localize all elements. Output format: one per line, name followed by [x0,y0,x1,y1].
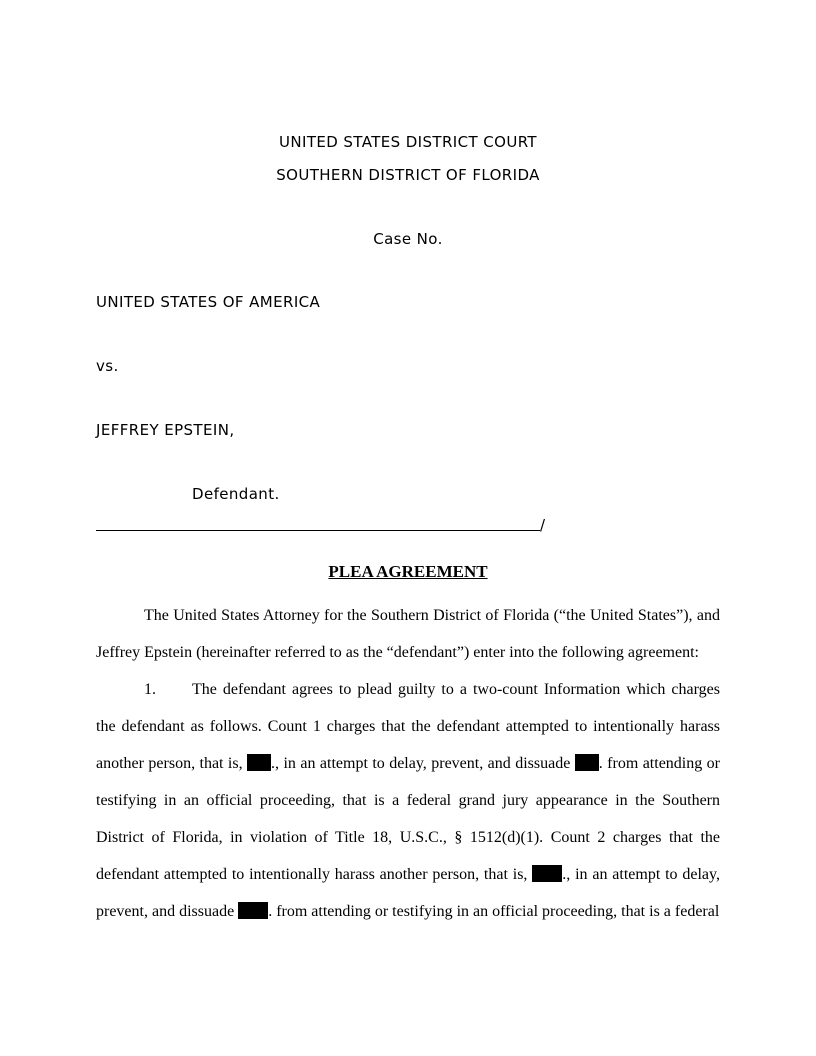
paragraph-text-4: ., in an attempt to delay, prevent, and dissuade [96,866,720,920]
paragraph-1 [96,671,720,930]
defendant-label: Defendant. [192,485,280,503]
document-title: PLEA AGREEMENT [328,562,488,581]
redaction-box [575,754,599,771]
redaction-box [238,902,268,919]
paragraph-text-1: The defendant agrees to plead guilty to a two-count Information which charges the defendant as follows. Count 1 charges that the defendant attempted to intentionally harass another person, that is, [96,681,720,772]
plaintiff-name: UNITED STATES OF AMERICA [96,293,321,311]
paragraph-text-5: . from attending or testifying in an official proceeding, that is a federal [268,903,720,920]
court-name-line1: UNITED STATES DISTRICT COURT [279,133,537,151]
court-name-line2: SOUTHERN DISTRICT OF FLORIDA [276,166,540,184]
caption-divider [96,530,540,531]
caption-slash: / [540,516,546,534]
redaction-box [532,865,562,882]
paragraph-number: 1. [144,681,156,698]
document-body [96,597,720,930]
defendant-name: JEFFREY EPSTEIN, [96,421,235,439]
paragraph-text-2: ., in an attempt to delay, prevent, and dissuade [271,755,575,772]
paragraph-text-3: . from attending or testifying in an official proceeding, that is a federal grand jury appearance in the Southern District of Florida, in violation of Title 18, U.S.C., § 1512(d)(1). Count 2 charges that the defendant attempted to intentionally harass another person, that is, [96,755,721,883]
versus-label: vs. [96,357,119,375]
intro-paragraph: The United States Attorney for the Southern District of Florida (“the United States”), and Jeffrey Epstein (hereinafter referred to as the “defendant”) enter into the following agreement: [96,607,720,661]
redaction-box [247,754,271,771]
case-number-label: Case No. [373,230,443,248]
